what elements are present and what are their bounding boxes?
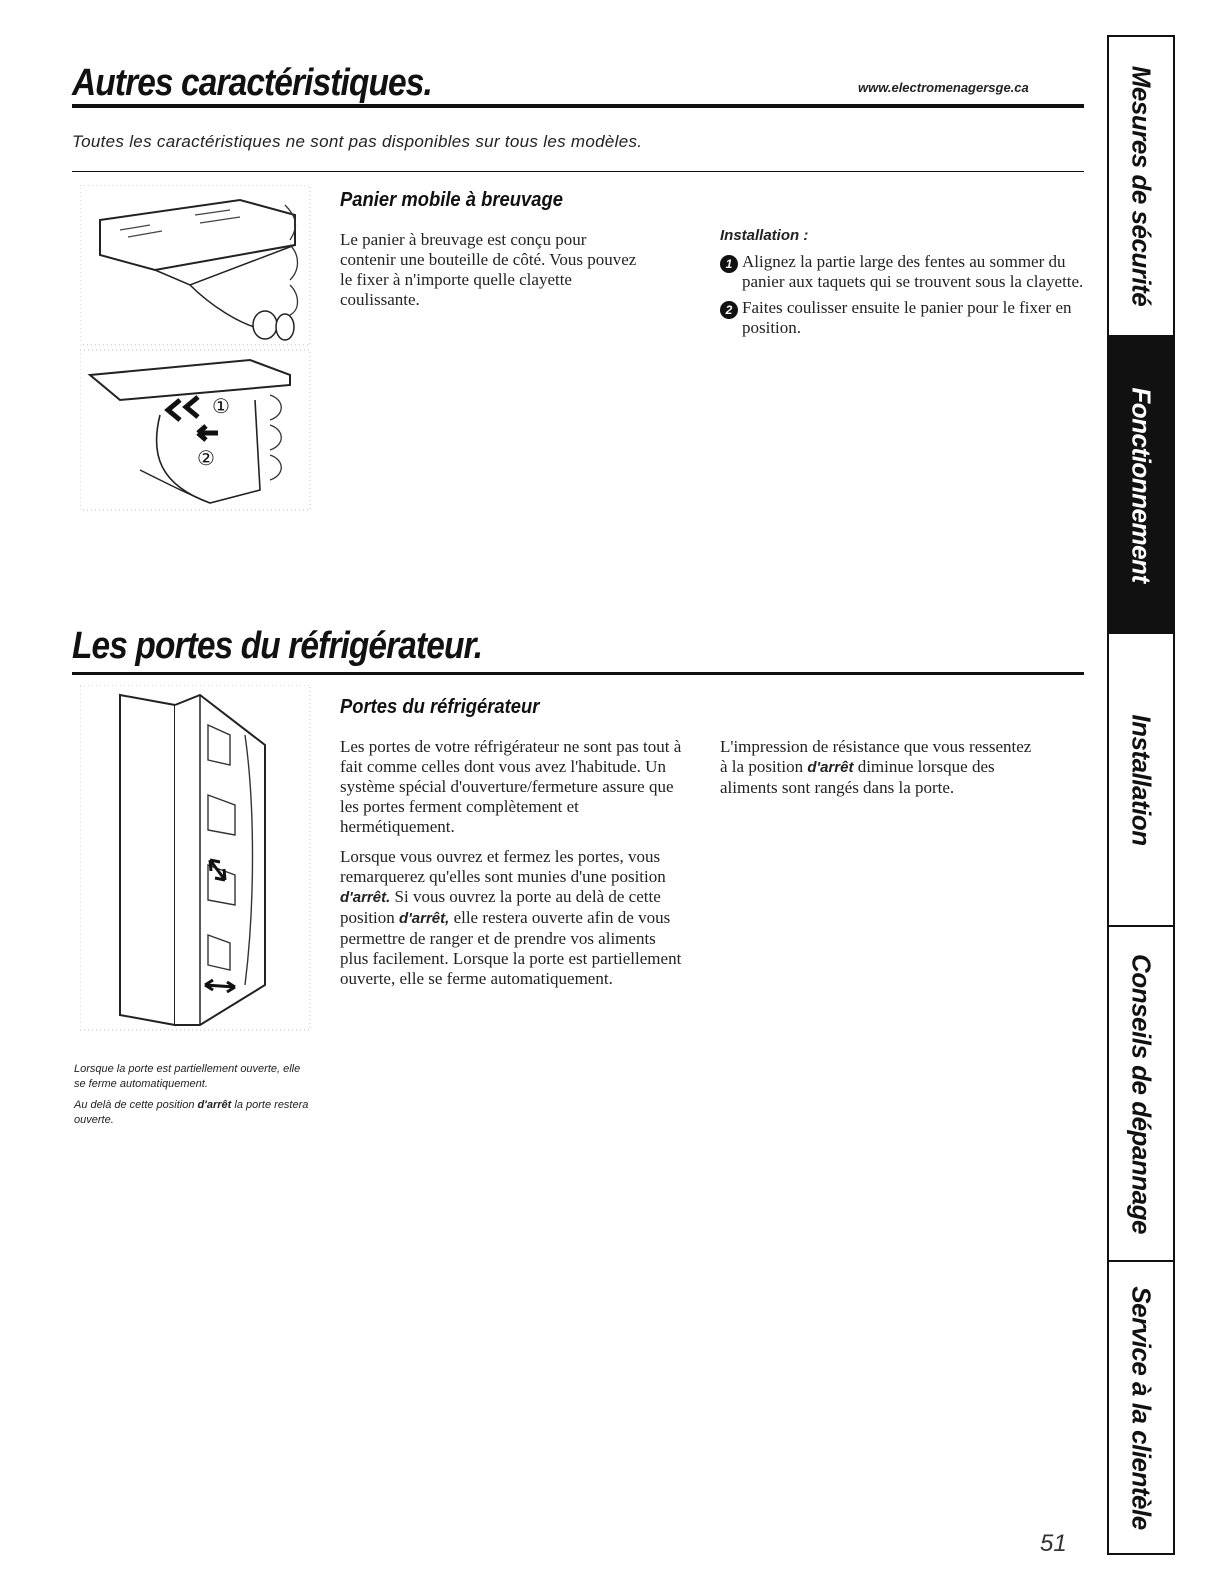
refrigerator-door-illustration xyxy=(80,685,312,1035)
installation-label: Installation : xyxy=(720,227,809,244)
door-caption-2: Au delà de cette position d'arrêt la porte restera ouverte. xyxy=(74,1099,309,1126)
sidebar-tab-operation[interactable]: Fonctionnement xyxy=(1109,337,1173,634)
installation-step xyxy=(720,252,1090,292)
door-caption xyxy=(74,1062,314,1134)
step-number-badge: 1 xyxy=(720,255,738,273)
sidebar-tab-customer-service[interactable]: Service à la clientèle xyxy=(1126,1285,1157,1530)
doors-paragraph-2: Lorsque vous ouvrez et fermez les portes, vous remarquerez qu'elles sont munies d'une position d'arrêt. Si vous ouvrez la porte au delà de cette position d'arrêt, elle restera ouverte afin de vous permettre de ranger et de prendre vos aliments plus facilement. Lorsque la porte est partiellement ouverte, elle se ferme automatiquement. xyxy=(340,847,682,988)
figure-label-1: ① xyxy=(212,396,230,418)
title-rule xyxy=(72,104,1084,108)
step-text: Faites coulisser ensuite le panier pour le fixer en position. xyxy=(742,298,1072,337)
subtitle-rule xyxy=(72,171,1084,172)
doors-paragraph-1: Les portes de votre réfrigérateur ne sont pas tout à fait comme celles dont vous avez l'habitude. Un système spécial d'ouverture/fermeture assure que les portes ferment complètement et hermétiquement. xyxy=(340,737,682,836)
page-subtitle: Toutes les caractéristiques ne sont pas disponibles sur tous les modèles. xyxy=(72,132,643,151)
page-title: Autres caractéristiques. xyxy=(72,62,432,104)
beverage-basket-illustration xyxy=(80,185,312,515)
step-number-badge: 2 xyxy=(720,301,738,319)
sidebar-tab-installation[interactable]: Installation xyxy=(1109,634,1173,927)
section-title-doors: Les portes du réfrigérateur. xyxy=(72,625,483,667)
page-number: 51 xyxy=(1040,1530,1067,1557)
doors-body-right xyxy=(720,737,1040,808)
sidebar-tab-troubleshooting[interactable]: Conseils de dépannage xyxy=(1109,927,1173,1262)
doors-heading: Portes du réfrigérateur xyxy=(340,696,540,718)
doors-body xyxy=(340,737,685,999)
basket-heading: Panier mobile à breuvage xyxy=(340,189,563,211)
installation-step xyxy=(720,298,1090,338)
section-sidebar xyxy=(1107,35,1175,1555)
doors-paragraph-3: L'impression de résistance que vous ressentez à la position d'arrêt diminue lorsque des aliments sont rangés dans la porte. xyxy=(720,737,1032,797)
basket-description xyxy=(340,230,640,320)
door-caption-1: Lorsque la porte est partiellement ouverte, elle se ferme automatiquement. xyxy=(74,1063,301,1090)
step-text: Alignez la partie large des fentes au sommer du panier aux taquets qui se trouvent sous la clayette. xyxy=(742,252,1084,291)
website-url: www.electromenagersge.ca xyxy=(858,80,1029,95)
section-rule xyxy=(72,672,1084,675)
basket-description-text: Le panier à breuvage est conçu pour contenir une bouteille de côté. Vous pouvez le fixer à n'importe quelle clayette coulissante. xyxy=(340,230,637,309)
sidebar-tab-safety[interactable]: Mesures de sécurité xyxy=(1109,37,1173,337)
figure-label-2: ② xyxy=(197,448,215,470)
installation-block xyxy=(720,226,1090,344)
